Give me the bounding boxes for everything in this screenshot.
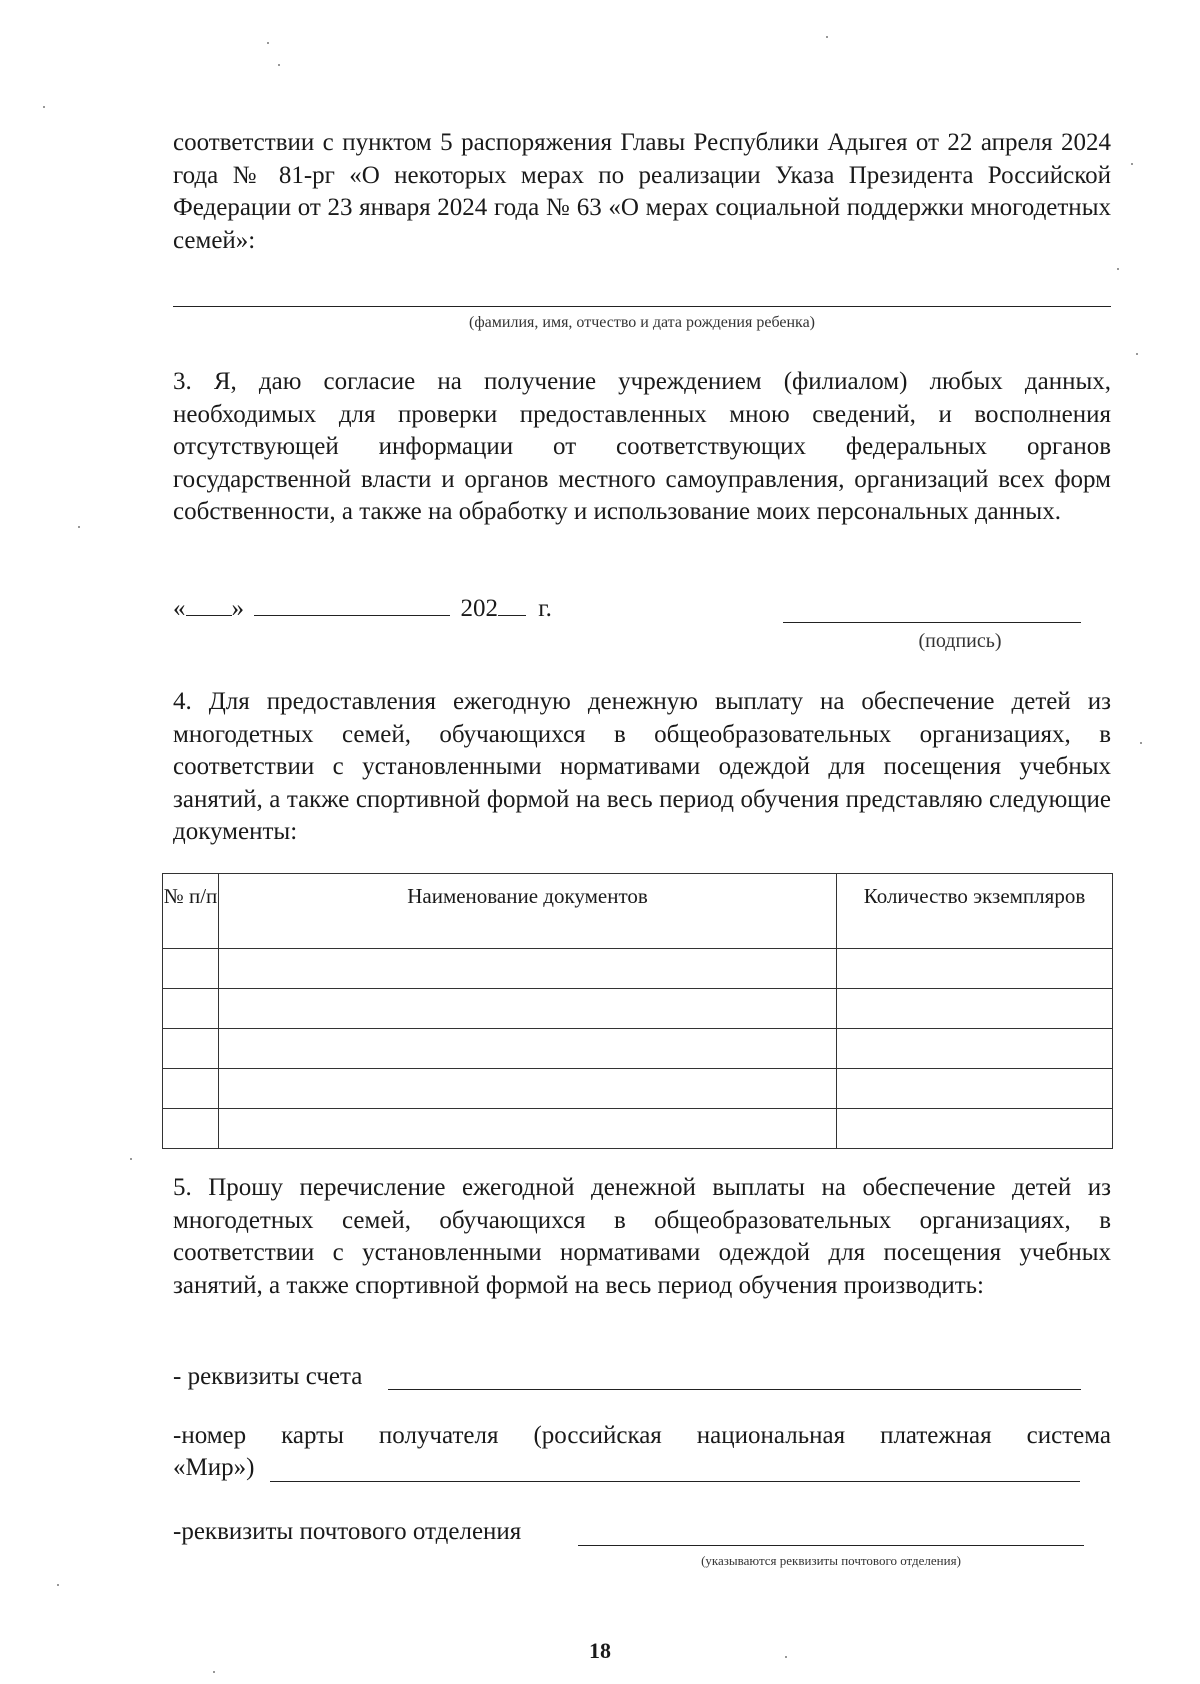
- card-number-block: [173, 1420, 1111, 1453]
- table-cell[interactable]: [837, 949, 1113, 989]
- post-office-caption: (указываются реквизиты почтового отделения): [701, 1553, 961, 1568]
- page-number: 18: [589, 1638, 611, 1663]
- intro-paragraph: соответствии с пунктом 5 распоряжения Главы Республики Адыгея от 22 апреля 2024 года № 81-рг «О некоторых мерах по реализации Указа Президента Российской Федерации от 23 января 2024 года № 63 «О мерах социальной поддержки многодетных семей»:: [173, 129, 1111, 254]
- header-document-name: Наименование документов: [219, 874, 837, 949]
- date-month-field[interactable]: [254, 611, 450, 616]
- scan-speck: [1140, 742, 1142, 744]
- consent-paragraph-block: [173, 366, 1111, 529]
- table-cell[interactable]: [219, 1069, 837, 1109]
- intro-paragraph-block: [173, 127, 1111, 257]
- date-year-field[interactable]: [498, 611, 526, 616]
- table-cell[interactable]: [837, 1029, 1113, 1069]
- table-cell[interactable]: [163, 989, 219, 1029]
- scan-speck: [57, 1584, 59, 1586]
- table-header-row: [163, 874, 1113, 949]
- consent-paragraph: 3. Я, даю согласие на получение учреждением (филиалом) любых данных, необходимых для проверки предоставленных мною сведений, и восполнения отсутствующей информации от соответствующих федеральных органов государственной власти и органов местного самоуправления, организаций всех форм собственности, а также на обработку и использование моих персональных данных.: [173, 368, 1111, 525]
- transfer-request-paragraph: 5. Прошу перечисление ежегодной денежной выплаты на обеспечение детей из многодетных семей, обучающихся в общеобразовательных организациях, в соответствии с установленными нормативами одеждой для посещения учебных занятий, а также спортивной формой на весь период обучения производить:: [173, 1174, 1111, 1299]
- date-open-quote: «: [173, 595, 186, 622]
- table-cell[interactable]: [163, 949, 219, 989]
- table-cell[interactable]: [219, 1109, 837, 1149]
- card-number-label-line2: «Мир»): [173, 1454, 255, 1481]
- table-cell[interactable]: [837, 1069, 1113, 1109]
- documents-intro-block: [173, 686, 1111, 849]
- date-row: [173, 593, 552, 625]
- table-cell[interactable]: [163, 1029, 219, 1069]
- scan-speck: [213, 1671, 215, 1673]
- table-cell[interactable]: [163, 1069, 219, 1109]
- scan-speck: [78, 526, 80, 528]
- post-office-field-label: -реквизиты почтового отделения: [173, 1518, 522, 1545]
- table-row: [163, 1029, 1113, 1069]
- table-cell[interactable]: [837, 1109, 1113, 1149]
- table-row: [163, 949, 1113, 989]
- documents-intro-paragraph: 4. Для предоставления ежегодную денежную выплату на обеспечение детей из многодетных семей, обучающихся в общеобразовательных организациях, в соответствии с установленными нормативами одеждой для посещения учебных занятий, а также спортивной формой на весь период обучения представляю следующие документы:: [173, 688, 1111, 845]
- table-cell[interactable]: [219, 949, 837, 989]
- header-number: № п/п: [163, 874, 219, 949]
- table-cell[interactable]: [219, 989, 837, 1029]
- scan-speck: [785, 1656, 787, 1658]
- child-name-line[interactable]: [173, 306, 1111, 307]
- date-year-prefix: 202: [460, 595, 498, 622]
- post-office-field-line[interactable]: [578, 1545, 1084, 1546]
- date-close-quote: »: [231, 595, 244, 622]
- signature-line[interactable]: [783, 622, 1081, 623]
- scan-speck: [278, 64, 280, 66]
- table-row: [163, 1109, 1113, 1149]
- table-row: [163, 989, 1113, 1029]
- scan-speck: [1117, 268, 1119, 270]
- table-cell[interactable]: [163, 1109, 219, 1149]
- date-year-suffix: г.: [538, 595, 552, 622]
- scan-speck: [826, 36, 828, 38]
- table-cell[interactable]: [837, 989, 1113, 1029]
- date-day-field[interactable]: [186, 611, 232, 616]
- child-name-caption: (фамилия, имя, отчество и дата рождения ребенка): [468, 314, 816, 331]
- header-copies-count: Количество экземпляров: [837, 874, 1113, 949]
- card-number-field-line[interactable]: [270, 1481, 1080, 1482]
- documents-table: [162, 873, 1113, 1149]
- scan-speck: [43, 106, 45, 108]
- transfer-request-block: [173, 1172, 1111, 1302]
- account-field-line[interactable]: [388, 1389, 1081, 1390]
- signature-caption: (подпись): [918, 630, 1002, 652]
- scan-speck: [267, 42, 269, 44]
- card-number-label-line1: -номер карты получателя (российская национальная платежная система: [173, 1422, 1111, 1449]
- table-row: [163, 1069, 1113, 1109]
- table-cell[interactable]: [219, 1029, 837, 1069]
- scan-speck: [1136, 353, 1138, 355]
- scan-speck: [1131, 163, 1133, 165]
- scan-speck: [130, 1158, 132, 1160]
- account-field-label: - реквизиты счета: [173, 1363, 363, 1390]
